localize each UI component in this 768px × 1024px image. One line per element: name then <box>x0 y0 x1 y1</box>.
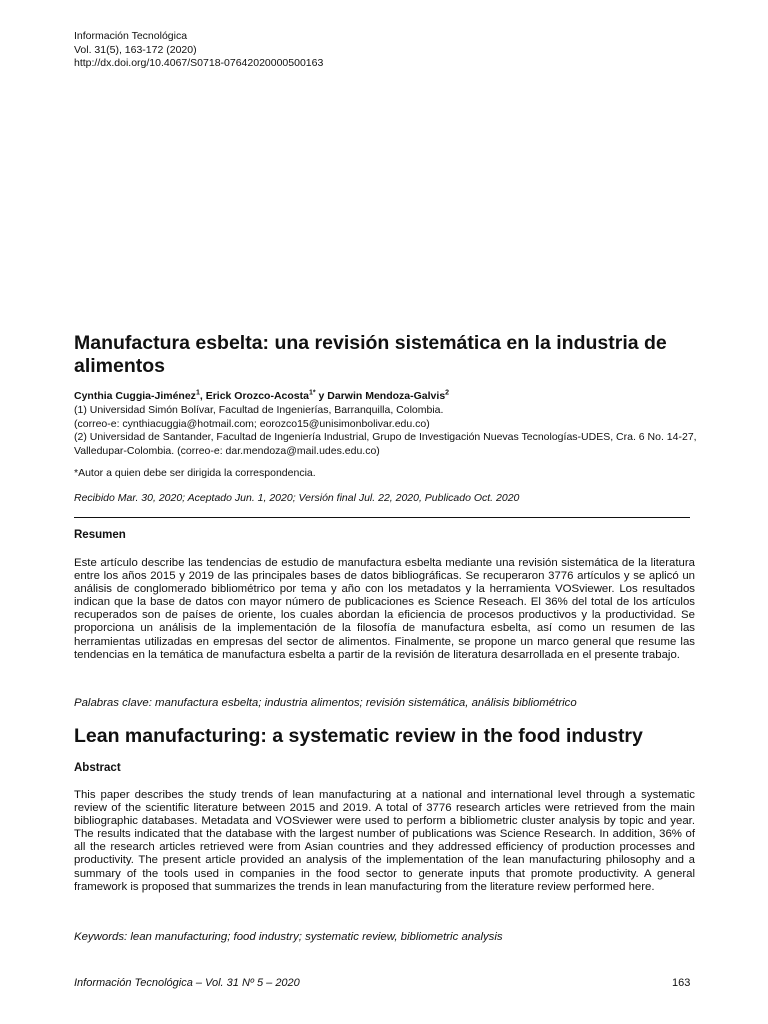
doi-link[interactable]: http://dx.doi.org/10.4067/S0718-07642020000500163 <box>74 57 324 69</box>
abstract-text: This paper describes the study trends of lean manufacturing at a national and international level through a systematic review of the scientific literature between 2015 and 2019. A total of 3776 research articles were retrieved from the main bibliographic databases. Metadata and VOSviewer were used to perform a bibliometric cluster analysis by topic and year. The results indicated that the database with the largest number of publications was Science Research. In addition, 36% of all the research articles retrieved were from Asian countries and they addressed efficiency of production processes and productivity. The present article provided an analysis of the implementation of the lean manufacturing philosophy and a summary of the tools used in companies in the food sector to generate inputs that promote productivity. A general framework is proposed that summarizes the trends in lean manufacturing from the literature review performed here. <box>74 789 695 893</box>
publication-dates: Recibido Mar. 30, 2020; Aceptado Jun. 1, 2020; Versión final Jul. 22, 2020, Publicado Oct. 2020 <box>74 492 520 504</box>
footer-journal-issue: Información Tecnológica – Vol. 31 Nº 5 – 2020 <box>74 977 300 989</box>
author-separator: y <box>315 390 328 402</box>
journal-header <box>74 30 323 71</box>
page-number: 163 <box>672 977 691 989</box>
author-3-affiliation-mark: 2 <box>445 389 450 397</box>
author-1-affiliation-mark: 1 <box>195 389 200 397</box>
author-1: Cynthia Cuggia-Jiménez <box>74 390 196 402</box>
author-names <box>74 390 704 404</box>
article-title-spanish: Manufactura esbelta: una revisión sistemática en la industria de alimentos <box>74 332 667 377</box>
author-separator: , <box>199 390 206 402</box>
author-block <box>74 390 704 459</box>
author-2: Erick Orozco-Acosta <box>205 390 309 402</box>
section-divider <box>74 517 690 518</box>
article-title-english: Lean manufacturing: a systematic review in the food industry <box>74 725 643 747</box>
correspondence-note: *Autor a quien debe ser dirigida la correspondencia. <box>74 467 316 479</box>
resumen-heading: Resumen <box>74 529 126 541</box>
author-2-affiliation-mark: 1* <box>308 389 316 397</box>
abstract-heading: Abstract <box>74 762 121 774</box>
affiliation-1-email: (correo-e: cynthiacuggia@hotmail.com; eorozco15@unisimonbolivar.edu.co) <box>74 417 430 430</box>
keywords: Keywords: lean manufacturing; food industry; systematic review, bibliometric analysis <box>74 931 503 943</box>
resumen-text: Este artículo describe las tendencias de estudio de manufactura esbelta mediante una revisión sistemática de la literatura entre los años 2015 y 2019 de las principales bases de datos bibliográficas. Se recuperaron 3776 artículos y se aplicó un análisis de conglomerado bibliométrico por tema y año con los metadatos y la herramienta VOSviewer. Los resultados indican que la base de datos con mayor número de publicaciones es Science Reseach. El 36% del total de los artículos recuperados son de países de oriente, los cuales abordan la eficiencia de procesos productivos y la productividad. Se proporciona un análisis de la implementación de la filosofía de manufactura esbelta, así como un resumen de las herramientas utilizadas en empresas del sector de alimentos. Finalmente, se propone un marco general que resume las tendencias en la temática de manufactura esbelta a partir de la revisión de literatura desarrollada en el presente trabajo. <box>74 557 695 661</box>
author-3: Darwin Mendoza-Galvis <box>327 390 446 402</box>
journal-name: Información Tecnológica <box>74 30 188 42</box>
affiliation-1: (1) Universidad Simón Bolívar, Facultad de Ingenierías, Barranquilla, Colombia. <box>74 403 444 416</box>
affiliation-2: (2) Universidad de Santander, Facultad de Ingeniería Industrial, Grupo de Investigación Nuevas Tecnologías-UDES, Cra. 6 No. 14-27, Valledupar-Colombia. (correo-e: dar.mendoza@mail.udes.edu.co) <box>74 431 697 458</box>
palabras-clave: Palabras clave: manufactura esbelta; industria alimentos; revisión sistemática, análisis bibliométrico <box>74 697 577 709</box>
journal-volume: Vol. 31(5), 163-172 (2020) <box>74 43 197 56</box>
